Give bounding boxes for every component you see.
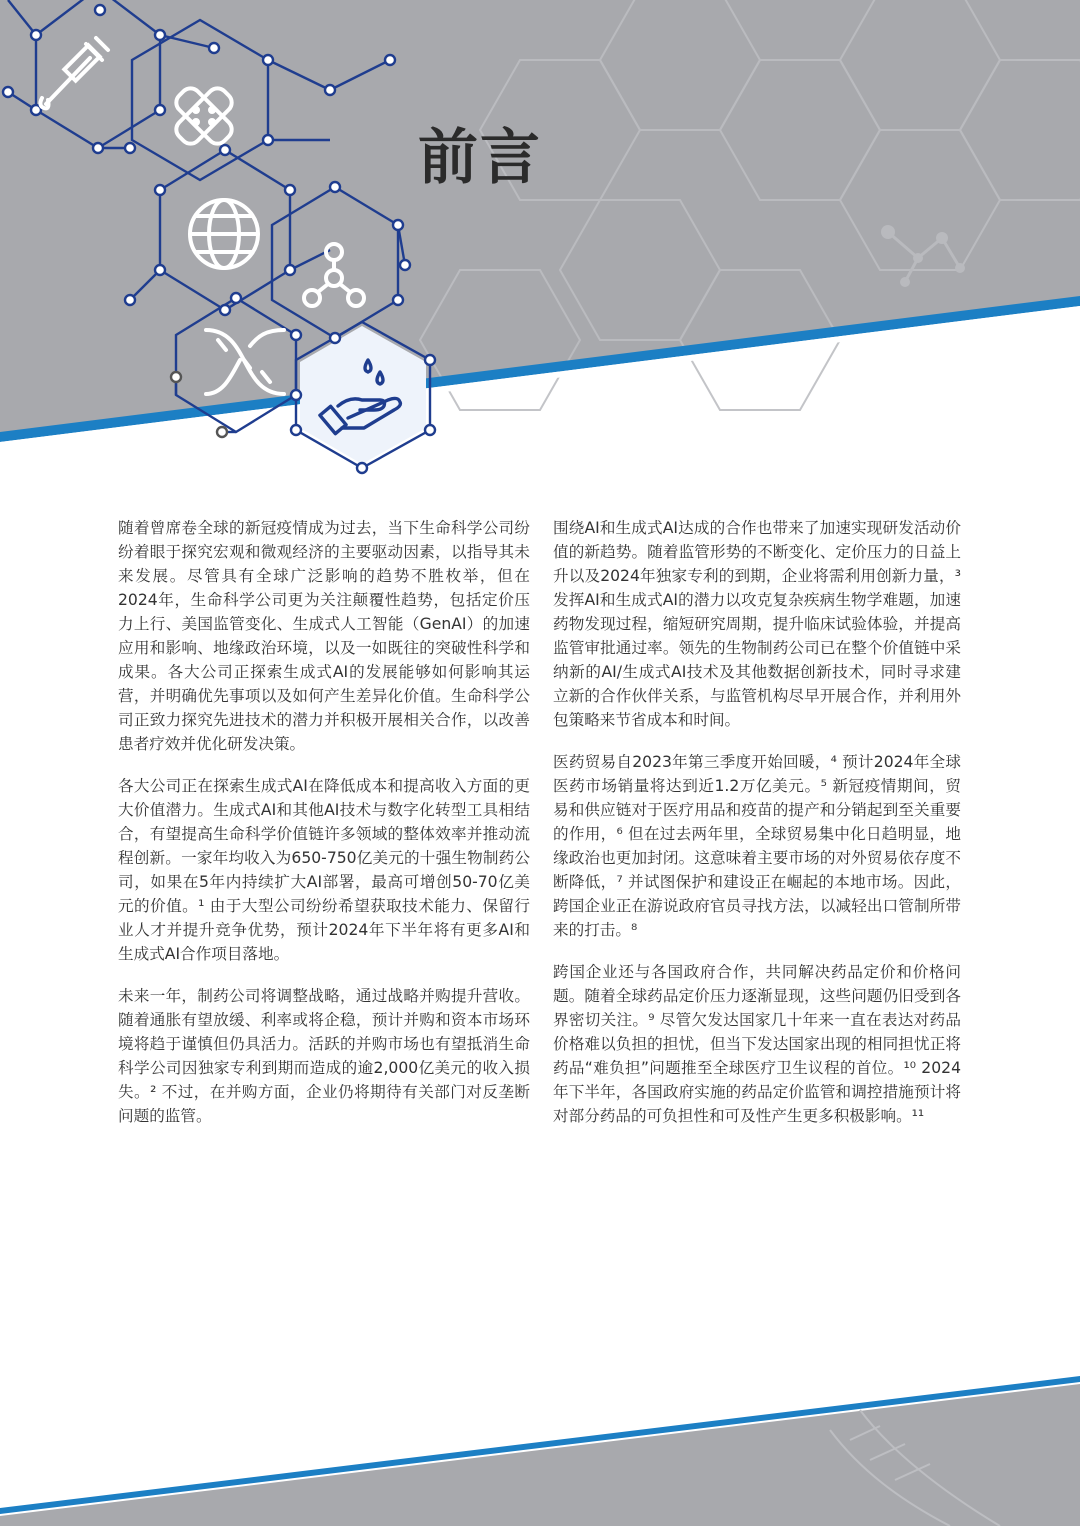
dna-icon bbox=[206, 330, 284, 394]
molecule-icon bbox=[304, 244, 364, 306]
right-column bbox=[553, 516, 961, 1146]
paragraph: 医药贸易自2023年第三季度开始回暖，⁴ 预计2024年全球医药市场销量将达到近1.2万亿美元。⁵ 新冠疫情期间，贸易和供应链对于医疗用品和疫苗的提产和分销起到至关重要的作用，⁶ 但在过去两年里，全球贸易集中化日趋明显，地缘政治也更加封闭。这意味着主要市场的对外贸易依存度不断降低，⁷ 并试图保护和建设正在崛起的本地市场。因此，跨国企业正在游说政府官员寻找方法，以减轻出口管制所带来的打击。⁸ bbox=[553, 753, 961, 939]
left-column bbox=[118, 516, 530, 1146]
paragraph: 围绕AI和生成式AI达成的合作也带来了加速实现研发活动价值的新趋势。随着监管形势的不断变化、定价压力的日益上升以及2024年独家专利的到期，企业将需利用创新力量，³ 发挥AI和生成式AI的潜力以攻克复杂疾病生物学难题，加速药物发现过程，缩短研究周期，提升临床试验体验，并提高监管审批通过率。领先的生物制药公司已在整个价值链中采纳新的AI/生成式AI技术及其他数据创新技术，同时寻求建立新的合作伙伴关系，与监管机构尽早开展合作，并利用外包策略来节省成本和时间。 bbox=[553, 519, 961, 729]
paragraph: 各大公司正在探索生成式AI在降低成本和提高收入方面的更大价值潜力。生成式AI和其他AI技术与数字化转型工具相结合，有望提高生命科学价值链许多领域的整体效率并推动流程创新。一家年均收入为650-750亿美元的十强生物制药公司，如果在5年内持续扩大AI部署，最高可增创50-70亿美元的价值。¹ 由于大型公司纷纷希望获取技术能力、保留行业人才并提升竞争优势，预计2024年下半年将有更多AI和生成式AI合作项目落地。 bbox=[118, 777, 530, 963]
bandage-icon bbox=[172, 84, 236, 148]
page-title: 前言 bbox=[418, 123, 542, 193]
paragraph: 随着曾席卷全球的新冠疫情成为过去，当下生命科学公司纷纷着眼于探究宏观和微观经济的主要驱动因素，以指导其未来发展。尽管具有全球广泛影响的趋势不胜枚举，但在2024年，生命科学公司更为关注颠覆性趋势，包括定价压力上行、美国监管变化、生成式人工智能（GenAI）的加速应用和影响、地缘政治环境，以及一如既往的突破性科学和成果。各大公司正探索生成式AI的发展能够如何影响其运营，并明确优先事项以及如何产生差异化价值。生命科学公司正致力探究先进技术的潜力并积极开展相关合作，以改善患者疗效并优化研发决策。 bbox=[118, 519, 530, 753]
paragraph: 未来一年，制药公司将调整战略，通过战略并购提升营收。随着通胀有望放缓、利率或将企稳，预计并购和资本市场环境将趋于谨慎但仍具活力。活跃的并购市场也有望抵消生命科学公司因独家专利到期而造成的逾2,000亿美元的收入损失。² 不过，在并购方面，企业仍将期待有关部门对反垄断问题的监管。 bbox=[118, 987, 530, 1125]
footer-background bbox=[0, 1370, 1080, 1526]
hexagon-icon-cluster bbox=[0, 0, 460, 480]
globe-icon bbox=[190, 200, 258, 268]
dropper-icon bbox=[40, 38, 108, 108]
paragraph: 跨国企业还与各国政府合作，共同解决药品定价和价格问题。随着全球药品定价压力逐渐显现，这些问题仍旧受到各界密切关注。⁹ 尽管欠发达国家几十年来一直在表达对药品价格难以负担的担忧，但当下发达国家出现的相同担忧正将药品“难负担”问题推至全球医疗卫生议程的首位。¹⁰ 2024年下半年，各国政府实施的药品定价监管和调控措施预计将对部分药品的可负担性和可及性产生更多积极影响。¹¹ bbox=[553, 963, 961, 1125]
